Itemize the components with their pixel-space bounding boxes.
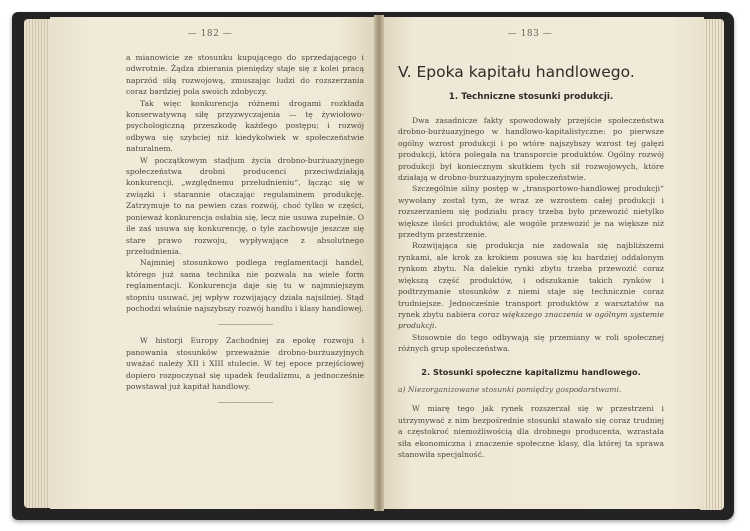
separator-rule	[218, 324, 273, 325]
emphasis-text: coraz większego znaczenia w ogólnym systemie produkcji.	[398, 309, 665, 331]
right-page-body	[398, 115, 664, 460]
chapter-title: V. Epoka kapitału handlowego.	[398, 63, 635, 81]
paragraph: a mianowicie ze stosunku kupującego do sprzedającego i odwrotnie. Żądza zbierania pieniędzy staje się z kolei pracą naprzód siłą rozwojową, zmuszając ludzi do rozszerzania coraz bardziej pola swoich zdobyczy.	[126, 53, 364, 97]
left-page-body	[126, 52, 364, 413]
book-gutter	[374, 15, 384, 511]
section-heading: 2. Stosunki społeczne kapitalizmu handlowego.	[421, 366, 641, 377]
paragraph	[398, 240, 664, 331]
paragraph: W historji Europy Zachodniej za epokę rozwoju i panowania stosunków przeważnie drobno-burżuazyjnych uważać należy XII i XIII stulecie. W tej epoce przejściowej dopiero rozpoczynał się upadek feudalizmu, a jednocześnie powstawał już kapitał handlowy.	[126, 336, 364, 391]
paragraph: W początkowym stadjum życia drobno-burżuazyjnego społeczeństwa drobni producenci przeciwdziałają konkurencji, „względnemu przeludnieniu“, łącząc się w związki i starannie otaczając regulaminem produkcję. Zatrzymuje to na pewien czas rozwój, choć tylko w części, ponieważ konkurencja osłabia się, lecz nie usuwa zupełnie. O ile zaś usuwa się konkurencję, o tyle zachowuje jeszcze się stare prawo rozwoju, wypływające z absolutnego przeludnienia.	[126, 155, 364, 256]
paragraph: Szczególnie silny postęp w „transportowo-handlowej produkcji“ wywołany został tym, że wraz ze wzrostem całej produkcji i rozszerzaniem się podziału pracy trzeba było przewozić nietylko większe ilości produktów, ale wogóle przewozić je na większe niż przedtym przestrzenie.	[398, 184, 664, 240]
paragraph: Dwa zasadnicze fakty spowodowały przejście społeczeństwa drobno-burżuazyjnego w handlowo-kapitalistyczne: po pierwsze ogólny wzrost produkcji i po wtóre najszybszy wzrost tej gałęzi produkcji, która polegała na transporcie produktów. Ogólny rozwój produkcji był koniecznym skutkiem tych sił rozwojowych, które działają w drobno-burżuazyjnym społeczeństwie.	[398, 116, 664, 183]
paragraph: W miarę tego jak rynek rozszerzał się w przestrzeni i utrzymywać z nim bezpośrednie stosunki stawało się coraz trudniej a częstokroć niemożliwością dla drobnego producenta, wzrastała siła ekonomiczna i znaczenie społeczne klasy, dla której ta sprawa stanowiła specjalność.	[398, 404, 664, 459]
subsection-heading: a) Niezorganizowane stosunki pomiędzy gospodarstwami.	[398, 384, 622, 394]
left-page-number: — 182 —	[187, 29, 233, 39]
paragraph: Najmniej stosunkowo podlega reglamentacji handel, którego już sama technika nie pozwala na wiele form reglamentacji. Konkurencja daje się tu w najmniejszym stopniu usuwać, jej wpływ rozwijający działa najsilniej. Stąd pochodzi właśnie najszybszy rozwój handlu i klasy handlowej.	[126, 258, 364, 313]
right-page-number: — 183 —	[507, 29, 553, 39]
paragraph-text: Rozwijająca się produkcja nie zadowala się najbliższemi rynkami, ale krok za krokiem posuwa się ku bardziej oddalonym rynkom zbytu. Na dalekie rynki zbytu trzeba przewozić coraz większą część produktów, i odszukanie takich rynków i podtrzymanie stosunków z niemi staje się technicznie coraz trudniejsze. Jednocześnie transport produktów z warsztatów na rynek zbytu nabiera	[398, 241, 664, 319]
section-heading: 1. Techniczne stosunki produkcji.	[448, 92, 614, 102]
paragraph: Tak więc konkurencja różnemi drogami rozkłada konserwatywną siłę przyzwyczajenia — tę żywiołowo-psychologiczną przeszkodę każdego postępu; i rozwój odbywa się szybciej niż kiedykolwiek w społeczeństwie naturalnem.	[126, 98, 364, 154]
separator-rule	[218, 402, 273, 403]
paragraph: Stosownie do tego odbywają się przemiany w roli społecznej różnych grup społeczeństwa.	[398, 332, 664, 354]
